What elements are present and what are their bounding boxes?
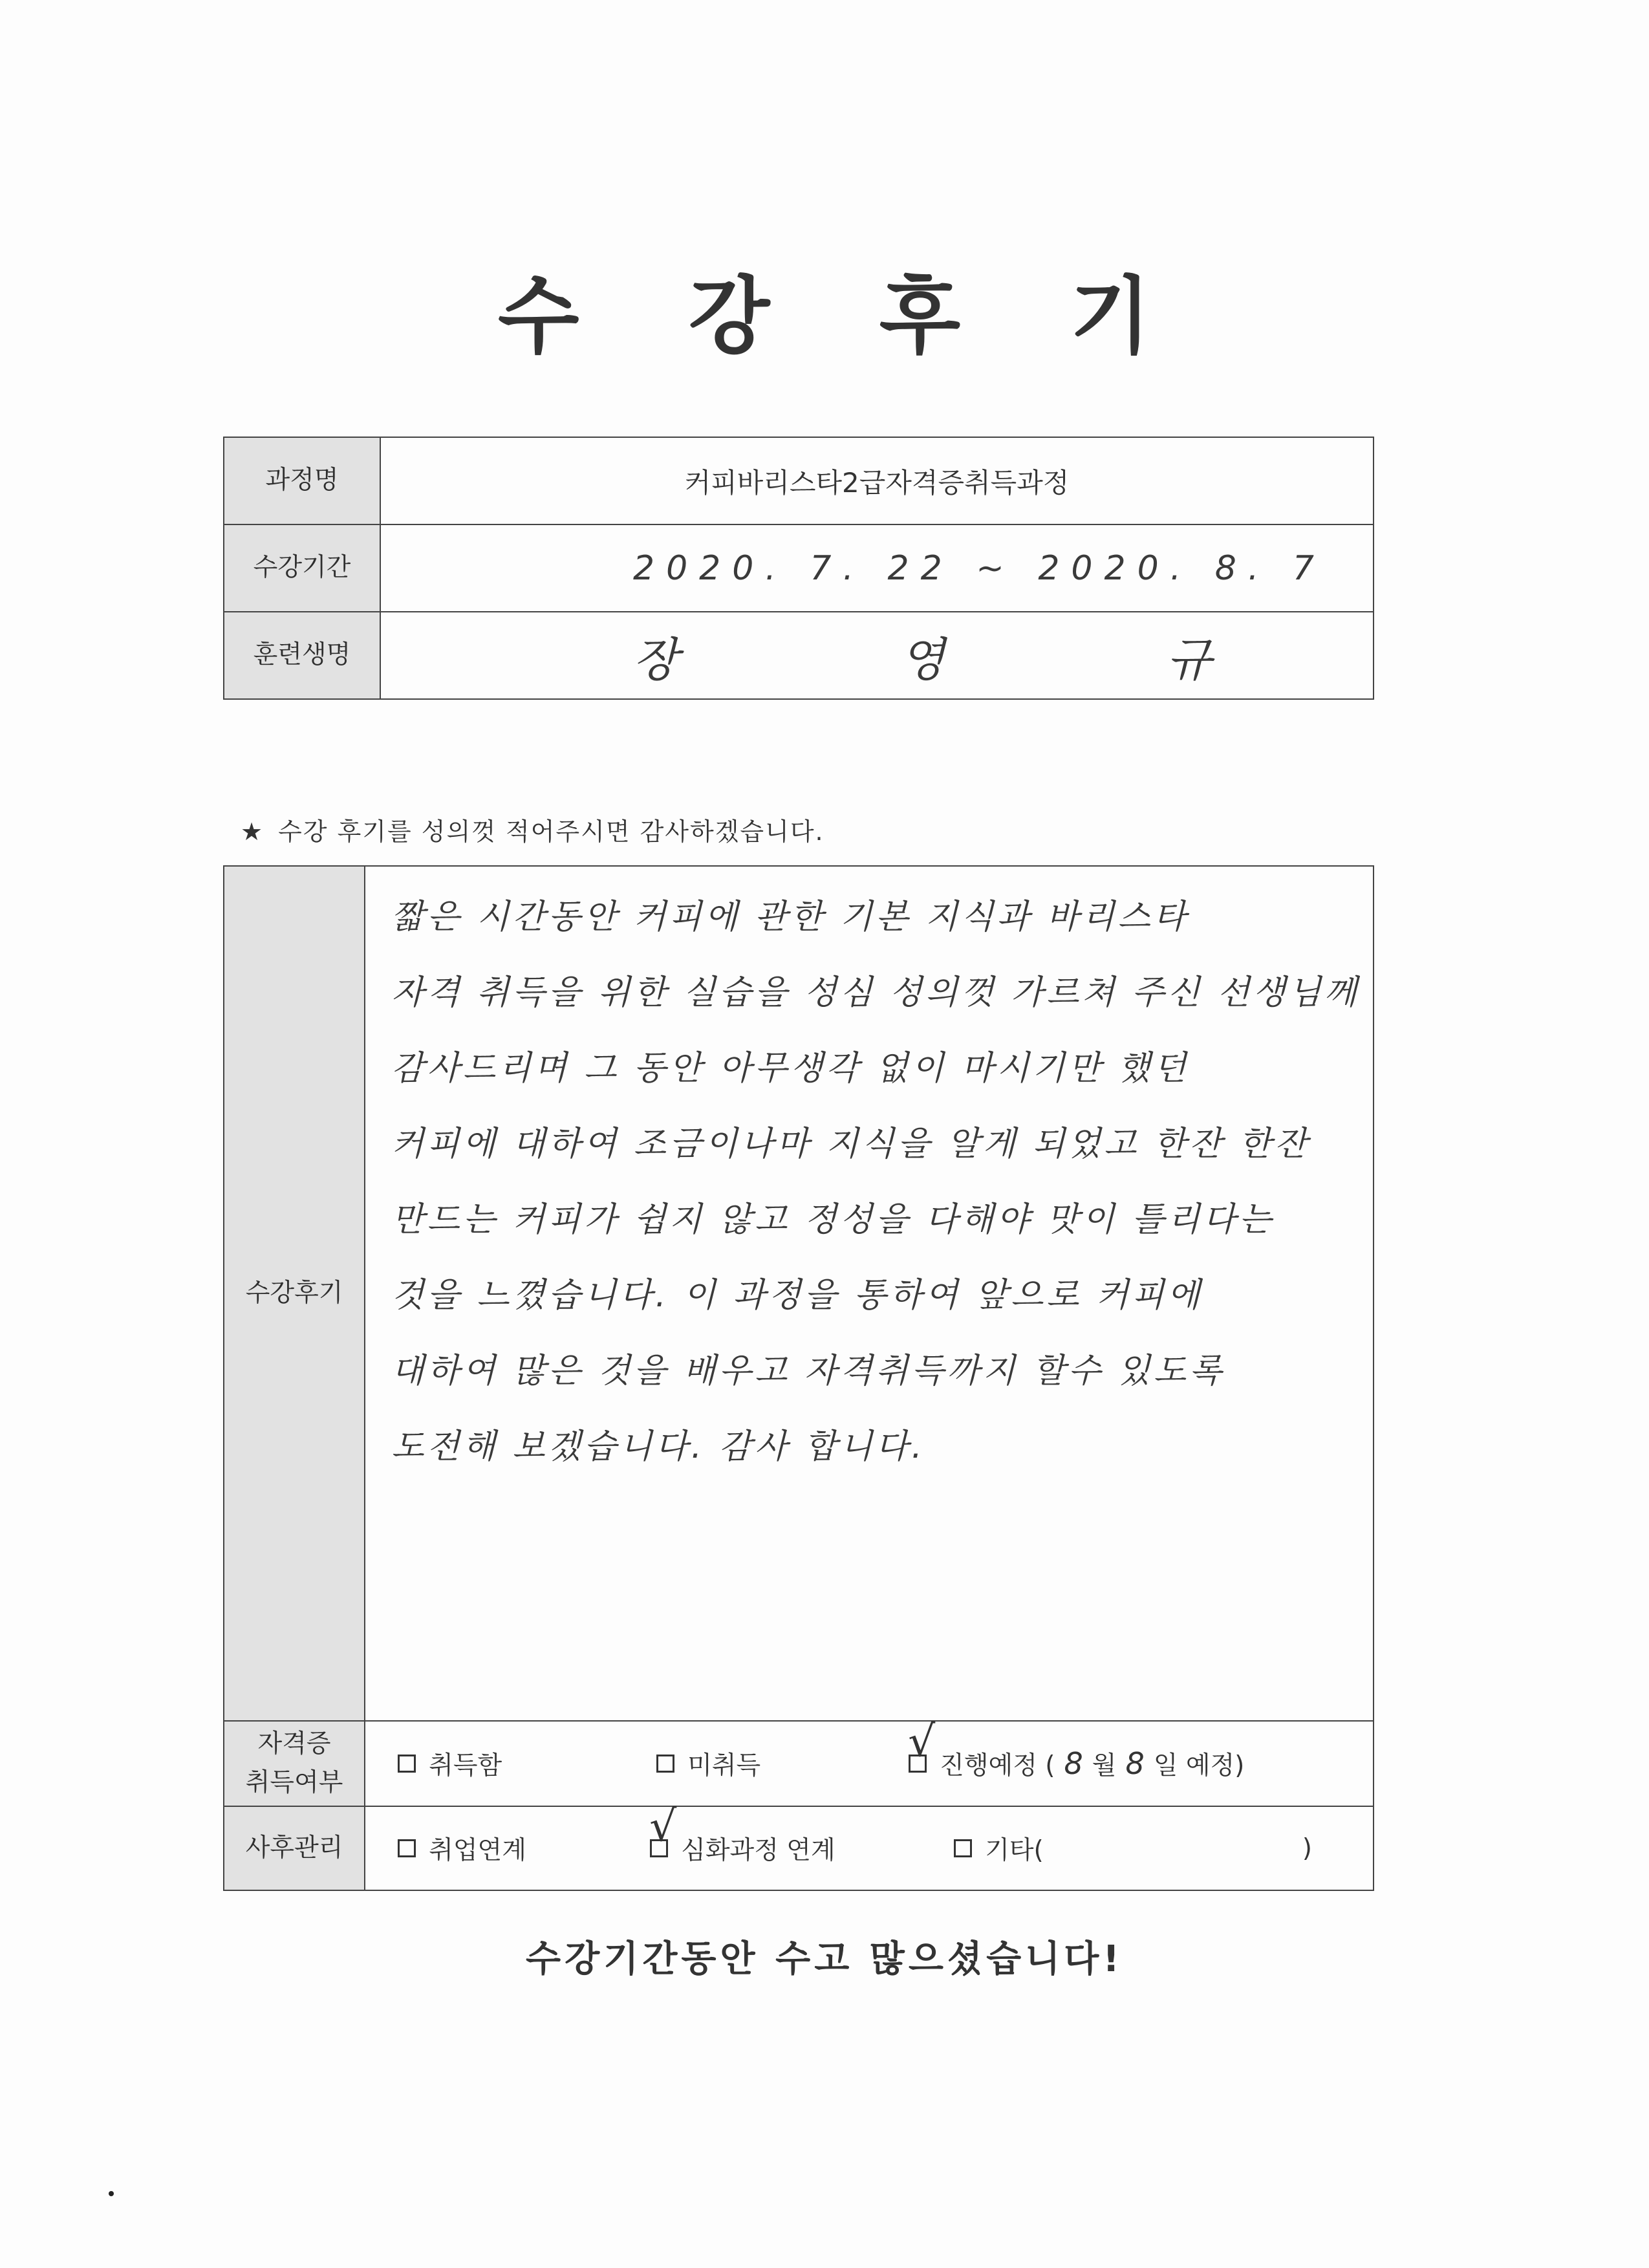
aftercare-label: 사후관리 <box>224 1806 365 1890</box>
closing-message: 수강기간동안 수고 많으셨습니다! <box>526 1938 1123 1980</box>
option-other[interactable] <box>954 1830 1312 1866</box>
review-line: 커피에 대하여 조금이나마 지식을 알게 되었고 한잔 한잔 <box>391 1125 1311 1163</box>
option-planned-label: 진행예정 ( <box>940 1751 1055 1780</box>
checkmark-icon: √ <box>649 1801 677 1851</box>
option-employment-label: 취업연계 <box>429 1836 526 1865</box>
period-value: 2020. 7. 22 ~ 2020. 8. 7 <box>380 524 1374 612</box>
month-unit: 월 <box>1092 1751 1117 1780</box>
instruction-note <box>241 812 824 847</box>
checkbox-planned[interactable] <box>908 1716 936 1773</box>
review-line: 것을 느꼈습니다. 이 과정을 통하여 앞으로 커피에 <box>391 1276 1203 1315</box>
option-other-label: 기타( <box>985 1836 1044 1865</box>
certificate-row <box>224 1721 1374 1806</box>
checkbox-advanced[interactable] <box>649 1801 677 1857</box>
option-obtained[interactable] <box>398 1745 656 1782</box>
period-label: 수강기간 <box>224 524 380 612</box>
trainee-row <box>224 612 1374 699</box>
review-line: 자격 취득을 위한 실습을 성심 성의껏 가르쳐 주신 선생님께 <box>391 973 1360 1012</box>
planned-day: 8 <box>1125 1746 1145 1781</box>
aftercare-row <box>224 1806 1374 1890</box>
option-other-close: ) <box>1302 1833 1312 1863</box>
option-not-obtained[interactable] <box>656 1745 909 1782</box>
review-line: 도전해 보겠습니다. 감사 합니다. <box>391 1427 925 1466</box>
course-value: 커피바리스타2급자격증취득과정 <box>380 437 1374 524</box>
review-label: 수강후기 <box>224 866 365 1721</box>
review-table <box>223 865 1374 1891</box>
certificate-options <box>365 1716 1374 1806</box>
checkbox-not-obtained[interactable] <box>656 1755 674 1773</box>
option-advanced-label: 심화과정 연계 <box>681 1836 835 1865</box>
instruction-text: 수강 후기를 성의껏 적어주시면 감사하겠습니다. <box>278 817 824 846</box>
review-line: 감사드리며 그 동안 아무생각 없이 마시기만 했던 <box>391 1049 1190 1088</box>
course-info-table <box>223 437 1374 700</box>
certificate-label-line2: 취득여부 <box>245 1768 343 1797</box>
review-line: 짧은 시간동안 커피에 관한 기본 지식과 바리스타 <box>391 898 1190 936</box>
star-icon: ★ <box>241 817 264 846</box>
option-advanced[interactable] <box>649 1801 954 1866</box>
course-label: 과정명 <box>224 437 380 524</box>
review-text-area <box>365 866 1374 1721</box>
checkbox-other[interactable] <box>954 1839 972 1857</box>
checkbox-obtained[interactable] <box>398 1755 416 1773</box>
checkmark-icon: √ <box>908 1716 936 1766</box>
aftercare-options <box>365 1801 1374 1890</box>
period-row <box>224 524 1374 612</box>
certificate-label <box>224 1721 365 1806</box>
option-employment[interactable] <box>398 1830 650 1866</box>
option-planned[interactable] <box>908 1716 1245 1782</box>
day-unit: 일 예정) <box>1153 1751 1245 1780</box>
page-title: 수 강 후 기 <box>497 267 1192 365</box>
planned-month: 8 <box>1064 1746 1083 1781</box>
trainee-name: 장 영 규 <box>380 612 1374 699</box>
scan-speck <box>109 2191 114 2196</box>
option-obtained-label: 취득함 <box>429 1751 502 1780</box>
review-line: 만드는 커피가 쉽지 않고 정성을 다해야 맛이 틀리다는 <box>391 1200 1275 1239</box>
option-not-obtained-label: 미취득 <box>687 1751 761 1780</box>
trainee-label: 훈련생명 <box>224 612 380 699</box>
review-row <box>224 866 1374 1721</box>
certificate-label-line1: 자격증 <box>257 1729 331 1758</box>
checkbox-employment[interactable] <box>398 1839 416 1857</box>
course-row <box>224 437 1374 524</box>
review-line: 대하여 많은 것을 배우고 자격취득까지 할수 있도록 <box>391 1352 1225 1390</box>
